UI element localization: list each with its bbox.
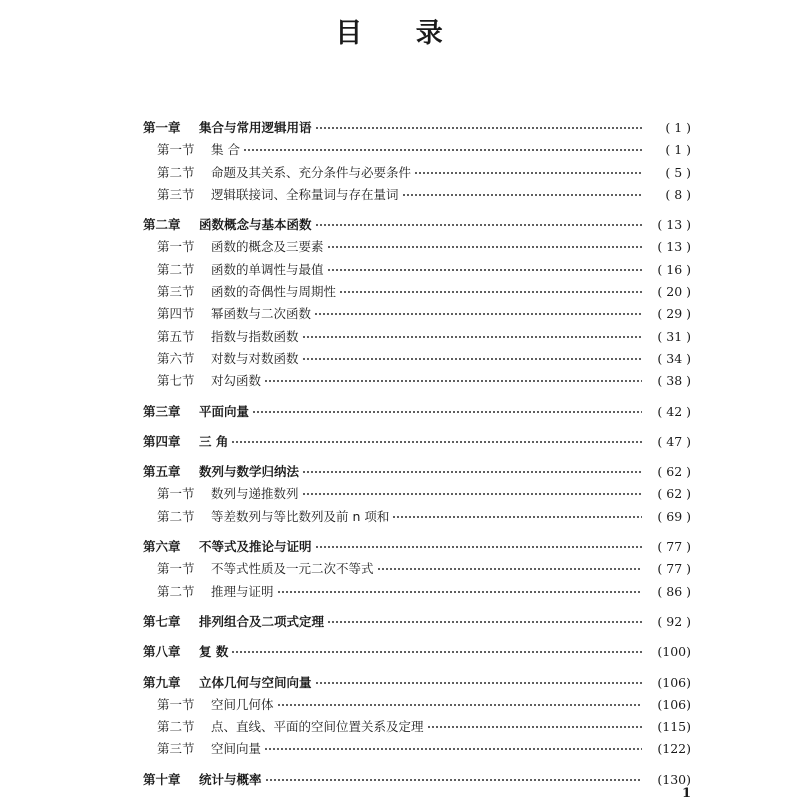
chapter-number: 第五章 — [143, 464, 181, 480]
page-reference: ( 8 ) — [665, 186, 691, 202]
dot-leader — [402, 187, 642, 201]
page-reference: ( 1 ) — [665, 142, 691, 158]
chapter-number: 第六章 — [143, 539, 181, 555]
toc-section-entry — [143, 260, 691, 282]
chapter-number: 第八章 — [143, 644, 181, 660]
section-number: 第一节 — [157, 696, 195, 712]
dot-leader — [327, 614, 642, 628]
page-reference: ( 47 ) — [657, 433, 691, 449]
section-number: 第五节 — [157, 328, 195, 344]
toc-section-entry — [143, 185, 691, 207]
page-reference: (115) — [657, 719, 691, 735]
section-number: 第六节 — [157, 350, 195, 366]
section-number: 第七节 — [157, 373, 195, 389]
dot-leader — [427, 719, 642, 733]
toc-chapter-block — [143, 673, 691, 762]
chapter-title: 平面向量 — [199, 403, 250, 419]
chapter-number: 第一章 — [143, 120, 181, 135]
dot-leader — [264, 373, 642, 387]
toc-section-entry — [143, 507, 691, 529]
section-title: 函数的奇偶性与周期性 — [211, 284, 337, 300]
chapter-number: 第三章 — [143, 403, 181, 419]
table-of-contents — [143, 118, 691, 800]
dot-leader — [264, 741, 642, 755]
page-reference: ( 42 ) — [657, 403, 691, 419]
section-title: 函数的单调性与最值 — [211, 261, 324, 277]
toc-chapter-entry — [143, 215, 691, 237]
page-number: 1 — [682, 786, 692, 801]
page-reference: ( 31 ) — [657, 328, 691, 344]
toc-chapter-entry — [143, 432, 691, 454]
toc-chapter-block — [143, 462, 691, 529]
section-number: 第一节 — [157, 486, 195, 502]
page-reference: ( 77 ) — [657, 561, 691, 577]
toc-chapter-block — [143, 770, 691, 792]
chapter-number: 第二章 — [143, 217, 181, 233]
dot-leader — [252, 404, 642, 418]
toc-chapter-entry — [143, 673, 691, 695]
toc-section-entry — [143, 695, 691, 717]
section-number: 第三节 — [157, 186, 195, 202]
chapter-title: 不等式及推论与证明 — [199, 539, 312, 555]
section-title: 函数的概念及三要素 — [211, 239, 324, 255]
section-title: 命题及其关系、充分条件与必要条件 — [211, 164, 412, 180]
chapter-title: 排列组合及二项式定理 — [199, 613, 325, 629]
section-number: 第三节 — [157, 284, 195, 300]
toc-section-entry — [143, 349, 691, 371]
section-number: 第二节 — [157, 583, 195, 599]
toc-section-entry — [143, 582, 691, 604]
section-number: 第四节 — [157, 306, 195, 322]
dot-leader — [302, 329, 642, 343]
toc-section-entry — [143, 371, 691, 393]
page-reference: ( 13 ) — [657, 239, 691, 255]
toc-chapter-block — [143, 215, 691, 393]
dot-leader — [414, 165, 642, 179]
chapter-number: 第七章 — [143, 613, 181, 629]
page-reference: ( 92 ) — [657, 613, 691, 629]
dot-leader — [315, 539, 642, 553]
toc-section-entry — [143, 739, 691, 761]
chapter-number: 第九章 — [143, 674, 181, 690]
toc-section-entry — [143, 304, 691, 326]
section-title: 推理与证明 — [211, 583, 274, 599]
toc-section-entry — [143, 559, 691, 581]
chapter-number: 第四章 — [143, 433, 181, 449]
page-reference: ( 69 ) — [657, 508, 691, 524]
page-reference: ( 86 ) — [657, 583, 691, 599]
dot-leader — [265, 772, 642, 786]
page-reference: ( 20 ) — [657, 284, 691, 300]
section-title: 对勾函数 — [211, 373, 262, 389]
page-reference: (130) — [657, 771, 691, 787]
page-reference: (122) — [657, 741, 691, 757]
chapter-title: 集合与常用逻辑用语 — [199, 120, 312, 135]
dot-leader — [314, 306, 642, 320]
section-number: 第一节 — [157, 239, 195, 255]
dot-leader — [315, 120, 642, 134]
section-number: 第二节 — [157, 164, 195, 180]
page-reference: ( 62 ) — [657, 486, 691, 502]
dot-leader — [377, 561, 642, 575]
page-reference: ( 34 ) — [657, 350, 691, 366]
dot-leader — [231, 434, 642, 448]
page-reference: ( 1 ) — [665, 120, 691, 135]
toc-section-entry — [143, 282, 691, 304]
toc-section-entry — [143, 163, 691, 185]
page-reference: (106) — [657, 674, 691, 690]
page-reference: ( 5 ) — [665, 164, 691, 180]
chapter-title: 函数概念与基本函数 — [199, 217, 312, 233]
dot-leader — [277, 697, 642, 711]
dot-leader — [327, 262, 642, 276]
toc-chapter-block — [143, 537, 691, 604]
section-title: 空间向量 — [211, 741, 262, 757]
chapter-title: 三 角 — [199, 433, 229, 449]
toc-chapter-entry — [143, 537, 691, 559]
toc-section-entry — [143, 484, 691, 506]
toc-chapter-block — [143, 402, 691, 424]
chapter-title: 数列与数学归纳法 — [199, 464, 300, 480]
toc-chapter-block — [143, 118, 691, 207]
section-title: 指数与指数函数 — [211, 328, 299, 344]
section-title: 等差数列与等比数列及前 n 项和 — [211, 508, 390, 524]
dot-leader — [315, 675, 642, 689]
section-number: 第三节 — [157, 741, 195, 757]
dot-leader — [327, 239, 642, 253]
chapter-title: 复 数 — [199, 644, 229, 660]
toc-chapter-entry — [143, 118, 691, 140]
dot-leader — [392, 509, 642, 523]
page-reference: ( 62 ) — [657, 464, 691, 480]
chapter-title: 统计与概率 — [199, 771, 262, 787]
dot-leader — [243, 142, 642, 156]
dot-leader — [277, 584, 642, 598]
page-reference: ( 29 ) — [657, 306, 691, 322]
toc-section-entry — [143, 237, 691, 259]
section-number: 第一节 — [157, 561, 195, 577]
section-number: 第一节 — [157, 142, 195, 158]
dot-leader — [339, 284, 642, 298]
page-reference: ( 13 ) — [657, 217, 691, 233]
section-title: 空间几何体 — [211, 696, 274, 712]
toc-chapter-block — [143, 432, 691, 454]
section-title: 逻辑联接词、全称量词与存在量词 — [211, 186, 399, 202]
toc-chapter-entry — [143, 612, 691, 634]
toc-chapter-entry — [143, 770, 691, 792]
section-title: 数列与递推数列 — [211, 486, 299, 502]
section-title: 幂函数与二次函数 — [211, 306, 312, 322]
toc-section-entry — [143, 140, 691, 162]
dot-leader — [315, 217, 642, 231]
chapter-number: 第十章 — [143, 771, 181, 787]
dot-leader — [231, 644, 642, 658]
section-title: 对数与对数函数 — [211, 350, 299, 366]
section-number: 第二节 — [157, 719, 195, 735]
toc-chapter-entry — [143, 642, 691, 664]
section-number: 第二节 — [157, 508, 195, 524]
page-reference: ( 77 ) — [657, 539, 691, 555]
toc-chapter-block — [143, 612, 691, 634]
dot-leader — [302, 486, 642, 500]
dot-leader — [302, 464, 642, 478]
page-reference: (106) — [657, 696, 691, 712]
section-title: 不等式性质及一元二次不等式 — [211, 561, 374, 577]
dot-leader — [302, 351, 642, 365]
page-title: 目 录 — [335, 18, 465, 49]
section-title: 集 合 — [211, 142, 240, 158]
toc-section-entry — [143, 717, 691, 739]
toc-chapter-block — [143, 642, 691, 664]
toc-chapter-entry — [143, 462, 691, 484]
page-reference: ( 16 ) — [657, 261, 691, 277]
toc-chapter-entry — [143, 402, 691, 424]
section-number: 第二节 — [157, 261, 195, 277]
toc-section-entry — [143, 327, 691, 349]
page-reference: ( 38 ) — [657, 373, 691, 389]
section-title: 点、直线、平面的空间位置关系及定理 — [211, 719, 424, 735]
page-reference: (100) — [657, 644, 691, 660]
chapter-title: 立体几何与空间向量 — [199, 674, 312, 690]
